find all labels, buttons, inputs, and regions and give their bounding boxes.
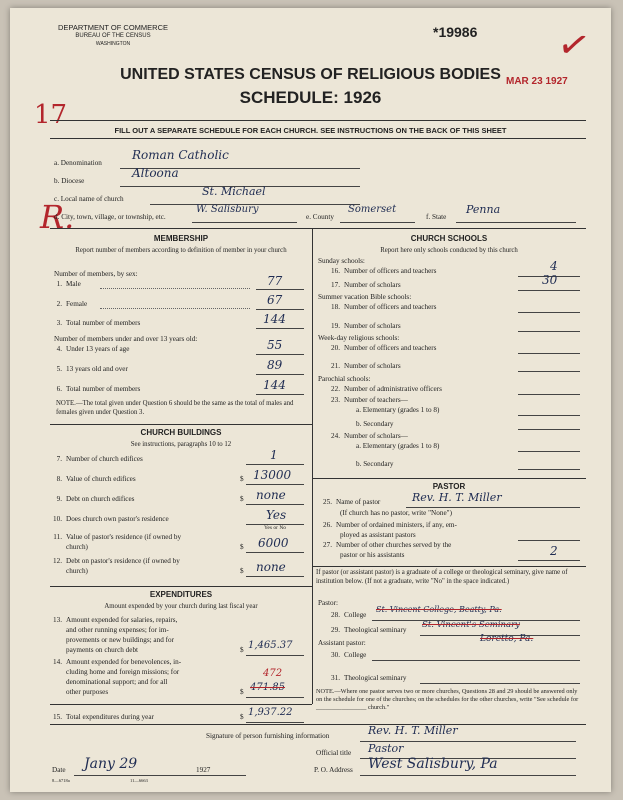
dollar-sign: $ [240,543,244,551]
underline [518,429,580,430]
underline [518,312,580,313]
fill-instruction: FILL OUT A SEPARATE SCHEDULE FOR EACH CHURCH. SEE INSTRUCTIONS ON THE BACK OF THIS SHEET [114,126,507,135]
underline [518,290,580,291]
q20-label: 20. Number of officers and teachers [331,344,437,352]
department-block [48,24,178,48]
underline [246,484,304,485]
underline [246,655,304,656]
divider [50,586,312,587]
q17-value: 30 [542,273,558,287]
membership-heading: MEMBERSHIP [153,234,209,243]
section-bottom-border [50,724,586,725]
church-name-label: c. Local name of church [54,195,124,203]
q22-label: 22. Number of administrative officers [331,385,442,393]
q14-correction: 472 [263,668,283,679]
divider [312,478,586,479]
sunday-schools-label: Sunday schools: [318,257,365,265]
q6-label: 6. Total number of members [56,385,141,393]
q25-value: Rev. H. T. Miller [412,491,502,504]
state-label: f. State [426,213,447,221]
q24-label: 24. Number of scholars— [331,432,408,440]
divider [50,138,586,139]
q25-hint: (If church has no pastor, write "None") [340,509,452,517]
underline [256,289,304,290]
underline [518,331,580,332]
q14-label-cont: denominational support; and for all [66,678,168,686]
dollar-sign: $ [240,567,244,575]
q15-label: 15. Total expenditures during year [53,713,154,721]
title-value: Pastor [368,742,404,755]
q26-label: 26. Number of ordained ministers, if any, em- [323,521,457,529]
underline [518,394,580,395]
serial-number: *19986 [433,24,478,40]
q27-label: 27. Number of other churches served by the [323,541,452,549]
q2-value: 67 [267,293,283,307]
church-name-value: St. Michael [202,185,266,198]
dollar-sign: $ [240,713,244,721]
q21-label: 21. Number of scholars [331,362,401,370]
q23-label: 23. Number of teachers— [331,396,408,404]
buildings-sub: See instructions, paragraphs 10 to 12 [130,441,232,448]
q23a-label: a. Elementary (grades 1 to 8) [356,406,440,414]
denomination-value: Roman Catholic [132,148,229,162]
q28-label: 28. College [331,611,367,619]
q8-label: 8. Value of church edifices [56,475,136,483]
divider [312,566,586,567]
census-schedule-sheet [10,8,611,792]
form-code-2: 11—6663 [130,778,148,783]
membership-note: NOTE.—The total given under Question 6 should be the same as the total of males and females given under Question 3. [56,400,294,416]
q26-label-cont: ployed as assistant pastors [340,531,416,539]
q16-label: 16. Number of officers and teachers [331,267,437,275]
underline [372,660,580,661]
q2-label: 2. Female [56,300,88,308]
underline [420,683,580,684]
q14-label-cont: cluding home and foreign missions; for [66,668,180,676]
q13-label-cont: provements or new buildings; and for [66,636,174,644]
q11-label: 11. Value of pastor's residence (if owned by [53,533,182,541]
q24b-label: b. Secondary [356,460,394,468]
q23b-label: b. Secondary [356,420,394,428]
q3-label: 3. Total number of members [56,319,141,327]
q17-label: 17. Number of scholars [331,281,401,289]
q9-value: none [256,488,286,502]
pastor-label: Pastor: [318,599,338,607]
underline [256,354,304,355]
q29-value: St. Vincent's Seminary [422,620,520,630]
q13-value: 1,465.37 [248,640,293,651]
bureau-name: BUREAU OF THE CENSUS [75,33,151,39]
assistant-label: Assistant pastor: [318,639,366,647]
underline [518,540,580,541]
buildings-heading: CHURCH BUILDINGS [140,428,222,437]
underline [246,504,304,505]
q3-value: 144 [263,312,286,326]
date-year: 1927 [196,766,211,774]
city-value: W. Salisbury [196,204,259,215]
underline [74,775,246,776]
q29-label: 29. Theological seminary [331,626,407,634]
address-value: West Salisbury, Pa [368,756,498,772]
age-intro-label: Number of members under and over 13 years old: [54,335,198,343]
q4-value: 55 [267,338,283,352]
q13-label: 13. Amount expended for salaries, repairs, [53,616,178,624]
date-label: Date [52,766,66,774]
q19-label: 19. Number of scholars [331,322,401,330]
q30-label: 30. College [331,651,367,659]
underline [256,309,304,310]
underline [246,576,304,577]
underline [192,222,297,223]
q5-value: 89 [267,358,283,372]
underline [256,374,304,375]
signature-label: Signature of person furnishing information [206,732,330,740]
red-check-mark-icon: ✓ [553,20,595,70]
q13-label-cont: payments on church debt [66,646,139,654]
q24a-label: a. Elementary (grades 1 to 8) [356,442,440,450]
date-value: Jany 29 [84,756,138,772]
underline [518,469,580,470]
q28-value: St. Vincent College, Beatty, Pa. [376,605,502,614]
q10-label: 10. Does church own pastor's residence [53,515,169,523]
title-label: Official title [316,749,352,757]
expenditures-sub: Amount expended by your church during last fiscal year [104,603,258,610]
underline [406,507,580,508]
divider [50,120,586,121]
q13-label-cont: and other running expenses; for im- [66,626,169,634]
q10-hint: Yes or No [264,525,287,531]
underline [256,328,304,329]
q11-label-cont: church) [66,543,88,551]
dollar-sign: $ [240,688,244,696]
underline [518,371,580,372]
county-value: Somerset [348,204,397,215]
denomination-label: a. Denomination [54,159,102,167]
underline [246,552,304,553]
section-top-border [50,228,586,229]
underline [246,722,304,723]
margin-letter: R. [40,198,75,236]
divider [50,704,312,705]
q6-value: 144 [263,378,286,392]
q25-label: 25. Name of pastor [323,498,381,506]
underline [340,222,415,223]
form-code: 8—6718a [52,778,70,783]
underline [518,560,580,561]
q10-value: Yes [266,508,287,522]
q12-value: none [256,560,286,574]
pastor-note: NOTE.—Where one pastor serves two or more churches, Questions 28 and 29 should be answered only on the schedule for one of the churches; on the schedules for the other churches, write "See schedule for ________________ church." [316,688,579,711]
by-sex-label: Number of members, by sex: [54,270,138,278]
dollar-sign: $ [240,495,244,503]
q7-value: 1 [270,448,278,462]
membership-intro: Report number of members according to definition of member in your church [75,247,287,254]
q31-label: 31. Theological seminary [331,674,407,682]
underline [246,697,304,698]
q14-value: 471.85 [250,682,285,693]
graduate-note: If pastor (or assistant pastor) is a graduate of a college or theological seminary, give name of institution below. (If not a graduate, write "No" in the space indicated.) [316,569,568,585]
underline [360,775,576,776]
q18-label: 18. Number of officers and teachers [331,303,437,311]
q14-label-cont: other purposes [66,688,109,696]
q27-value: 2 [550,544,558,558]
underline [518,415,580,416]
weekday-schools-label: Week-day religious schools: [318,334,400,342]
diocese-value: Altoona [132,166,179,180]
parochial-schools-label: Parochial schools: [318,375,371,383]
dollar-sign: $ [240,646,244,654]
leader-dots [100,288,250,289]
divider [50,424,312,425]
q1-value: 77 [267,274,283,288]
underline [456,222,576,223]
address-label: P. O. Address [314,766,353,774]
q14-label: 14. Amount expended for benevolences, in- [53,658,182,666]
pastor-heading: PASTOR [432,482,466,491]
signature-value: Rev. H. T. Miller [368,724,458,737]
schools-heading: CHURCH SCHOOLS [410,234,488,243]
q1-label: 1. Male [56,280,81,288]
underline [246,464,304,465]
q4-label: 4. Under 13 years of age [56,345,130,353]
form-title: UNITED STATES CENSUS OF RELIGIOUS BODIES [120,66,501,83]
underline [518,451,580,452]
q12-label-cont: church) [66,567,88,575]
column-divider [312,228,313,704]
city-label: d. City, town, village, or township, etc. [54,213,166,221]
q27-label-cont: pastor or his assistants [340,551,405,559]
q16-value: 4 [550,259,558,273]
assistant-value: Loretto, Pa. [480,634,534,644]
underline [256,394,304,395]
q8-value: 13000 [253,468,292,482]
leader-dots [100,308,250,309]
q15-value: 1,937.22 [248,707,293,718]
schedule-title: SCHEDULE: 1926 [239,88,382,107]
expenditures-heading: EXPENDITURES [149,590,213,599]
underline [518,353,580,354]
q7-label: 7. Number of church edifices [56,455,143,463]
q5-label: 5. 13 years old and over [56,365,128,373]
margin-number: 17 [34,100,68,130]
dollar-sign: $ [240,475,244,483]
summer-schools-label: Summer vacation Bible schools: [318,293,412,301]
bureau-city: WASHINGTON [95,41,131,47]
diocese-label: b. Diocese [54,177,85,185]
department-name: DEPARTMENT OF COMMERCE [57,23,168,32]
q11-value: 6000 [258,536,289,550]
q9-label: 9. Debt on church edifices [56,495,135,503]
state-value: Penna [466,203,501,216]
county-label: e. County [306,213,334,221]
q12-label: 12. Debt on pastor's residence (if owned by [53,557,180,565]
received-date-stamp: MAR 23 1927 [506,76,568,87]
schools-intro: Report here only schools conducted by this church [380,247,518,254]
